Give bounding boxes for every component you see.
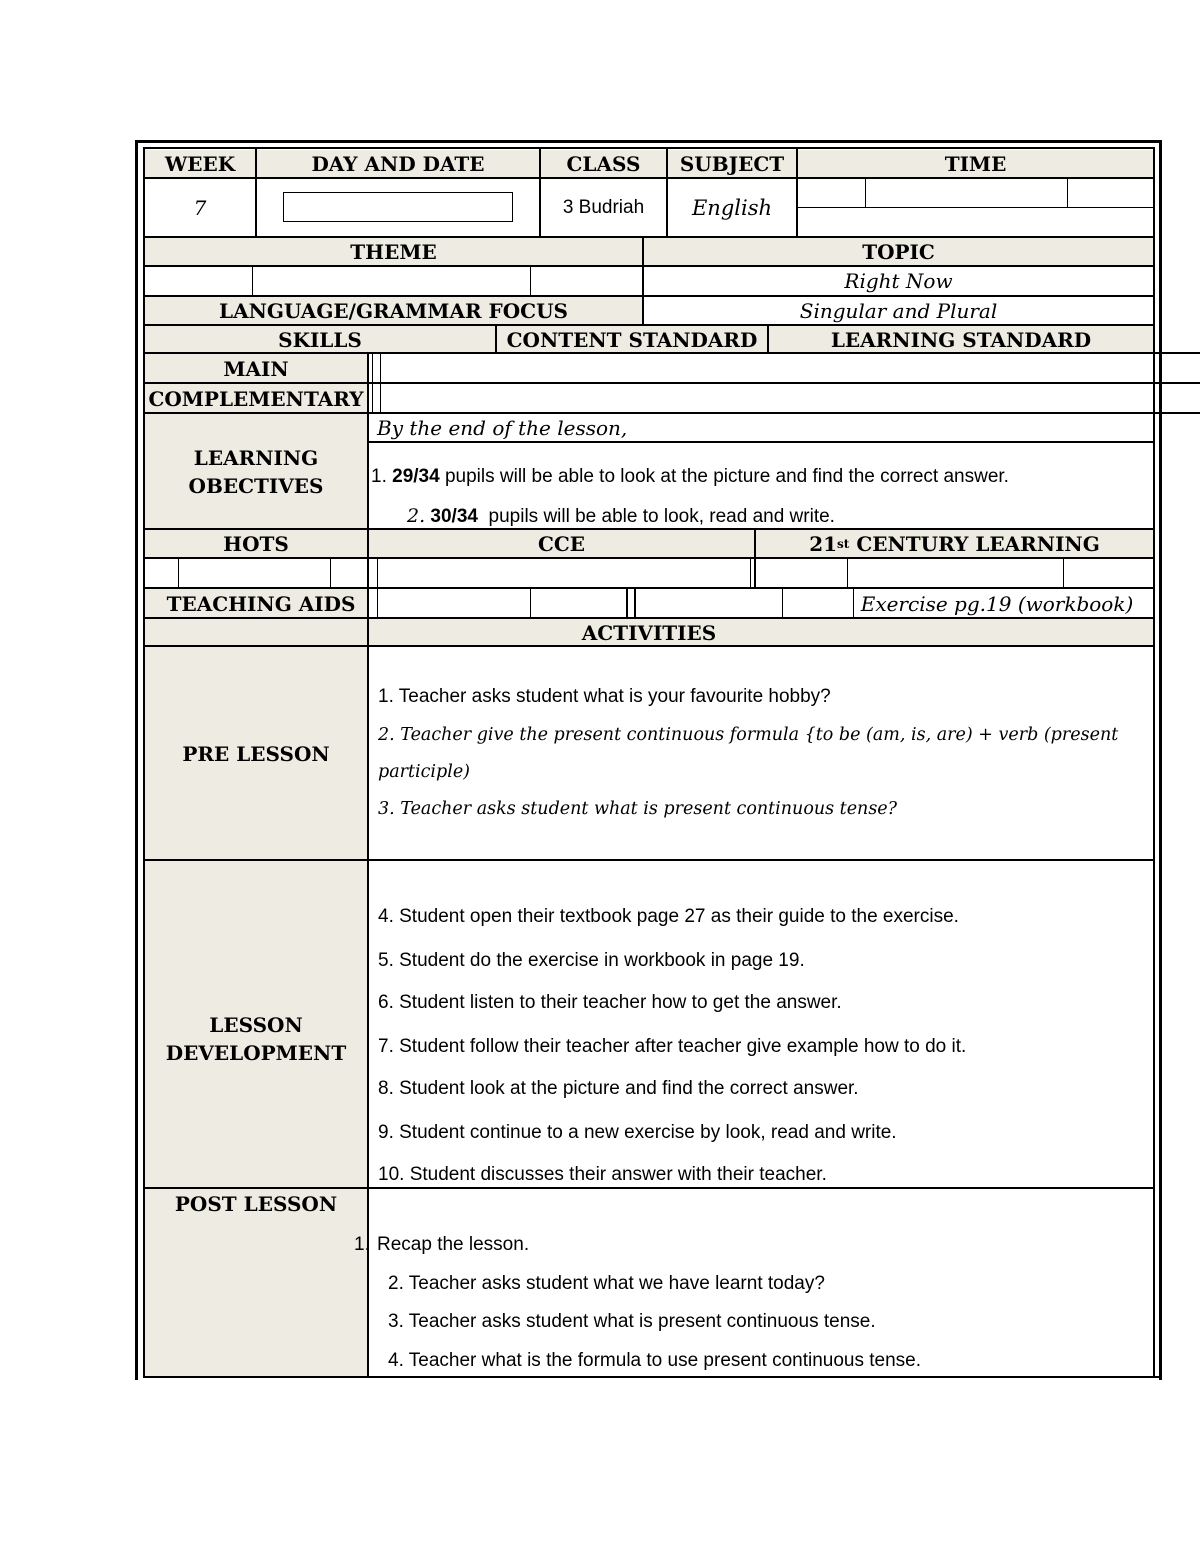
rule [865, 178, 866, 208]
post-lesson-item-1-num: 1. [354, 1234, 370, 1255]
development-item-6: 6. Student listen to their teacher how to get the answer. [378, 992, 842, 1013]
frame-top-inner [143, 147, 1155, 149]
rule [626, 588, 628, 618]
topic-label: TOPIC [862, 240, 935, 264]
learning-standard-label: LEARNING STANDARD [830, 327, 1092, 352]
rule [367, 441, 1153, 443]
subject-value: English [691, 196, 773, 220]
development-item-8: 8. Student look at the picture and find the correct answer. [378, 1078, 859, 1099]
activities-label: ACTIVITIES [581, 620, 717, 645]
rule [634, 588, 636, 618]
rule [252, 266, 253, 296]
objective-2-text: pupils will be able to look, read and write. [488, 506, 835, 527]
cce-label: CCE [537, 532, 586, 556]
day-date-label: DAY AND DATE [311, 152, 485, 176]
objectives-label-line1: LEARNING [193, 445, 319, 470]
language-focus-label: LANGUAGE/GRAMMAR FOCUS [219, 299, 568, 323]
rule [377, 558, 378, 618]
rule [847, 558, 848, 588]
teaching-aids-label: TEACHING AIDS [166, 591, 356, 616]
pre-lesson-item-2b: participle) [378, 762, 471, 782]
time-label: TIME [944, 152, 1007, 176]
subject-label: SUBJECT [679, 152, 785, 176]
frame-right-inner [1153, 147, 1155, 1377]
development-item-9: 9. Student continue to a new exercise by look, read and write. [378, 1122, 897, 1143]
content-standard-label: CONTENT STANDARD [506, 327, 758, 352]
rule [330, 558, 331, 588]
frame-bottom [143, 1376, 1162, 1378]
rule [367, 353, 369, 1377]
development-item-7: 7. Student follow their teacher after teacher give example how to do it. [378, 1036, 967, 1057]
development-label-line2: DEVELOPMENT [165, 1040, 347, 1065]
week-label: WEEK [164, 152, 236, 176]
development-item-5: 5. Student do the exercise in workbook in page 19. [378, 950, 805, 971]
pre-lesson-item-3: 3. Teacher asks student what is present continuous tense? [378, 799, 898, 819]
rule [750, 558, 751, 588]
theme-label: THEME [350, 240, 437, 264]
skills-label: SKILLS [278, 327, 362, 352]
development-item-10: 10. Student discusses their answer with their teacher. [378, 1164, 827, 1185]
century-rest: CENTURY LEARNING [856, 532, 1100, 556]
rule [530, 588, 531, 618]
objective-1-count: 29/34 [392, 466, 440, 487]
development-item-4: 4. Student open their textbook page 27 as their guide to the exercise. [378, 906, 959, 927]
objective-1-text: pupils will be able to look at the picture and find the correct answer. [444, 466, 1009, 487]
development-label [145, 861, 367, 1216]
date-input-box[interactable] [283, 192, 513, 222]
frame-right-outer [1159, 140, 1162, 1380]
rule [380, 353, 381, 413]
teaching-aids-value: Exercise pg.19 (workbook) [860, 591, 1134, 616]
week-value: 7 [193, 196, 207, 220]
objectives-intro: By the end of the lesson, [377, 416, 628, 440]
development-label-line1: LESSON [209, 1012, 303, 1037]
rule [530, 266, 531, 296]
objectives-label-line2: OBECTIVES [188, 473, 324, 498]
rule [178, 558, 179, 588]
objective-2-count: 30/34 [430, 506, 478, 527]
pre-lesson-label: PRE LESSON [182, 741, 330, 766]
post-lesson-item-3: 3. Teacher asks student what is present continuous tense. [388, 1311, 876, 1332]
rule [1067, 178, 1068, 208]
century-sup: st [837, 537, 850, 551]
objective-2 [407, 505, 835, 528]
objective-2-num: 2. [407, 505, 426, 527]
objectives-label [145, 414, 367, 529]
main-label: MAIN [223, 356, 289, 381]
post-lesson-item-1: Recap the lesson. [377, 1234, 530, 1255]
complementary-label: COMPLEMENTARY [148, 386, 364, 411]
topic-value: Right Now [844, 269, 953, 293]
pre-lesson-item-1: 1. Teacher asks student what is your favourite hobby? [378, 686, 831, 707]
rule [798, 207, 1153, 208]
pre-lesson-item-2a: 2. Teacher give the present continuous formula {to be (am, is, are) + verb (present [378, 725, 1119, 745]
century-learning-label [756, 530, 1153, 558]
post-lesson-item-4: 4. Teacher what is the formula to use present continuous tense. [388, 1350, 922, 1371]
rule [782, 588, 783, 618]
frame-top-outer [135, 140, 1162, 143]
objective-1 [371, 466, 1009, 488]
frame-left-outer [135, 140, 138, 1380]
class-value: 3 Budriah [562, 197, 645, 218]
objective-1-num: 1. [371, 466, 387, 487]
rule [372, 353, 373, 413]
class-label: CLASS [566, 152, 641, 176]
century-number: 21 [809, 532, 838, 556]
post-lesson-item-2: 2. Teacher asks student what we have learnt today? [388, 1273, 825, 1294]
language-focus-value: Singular and Plural [799, 299, 998, 323]
rule [1063, 558, 1064, 588]
post-lesson-label: POST LESSON [174, 1192, 338, 1216]
hots-label: HOTS [223, 532, 289, 556]
